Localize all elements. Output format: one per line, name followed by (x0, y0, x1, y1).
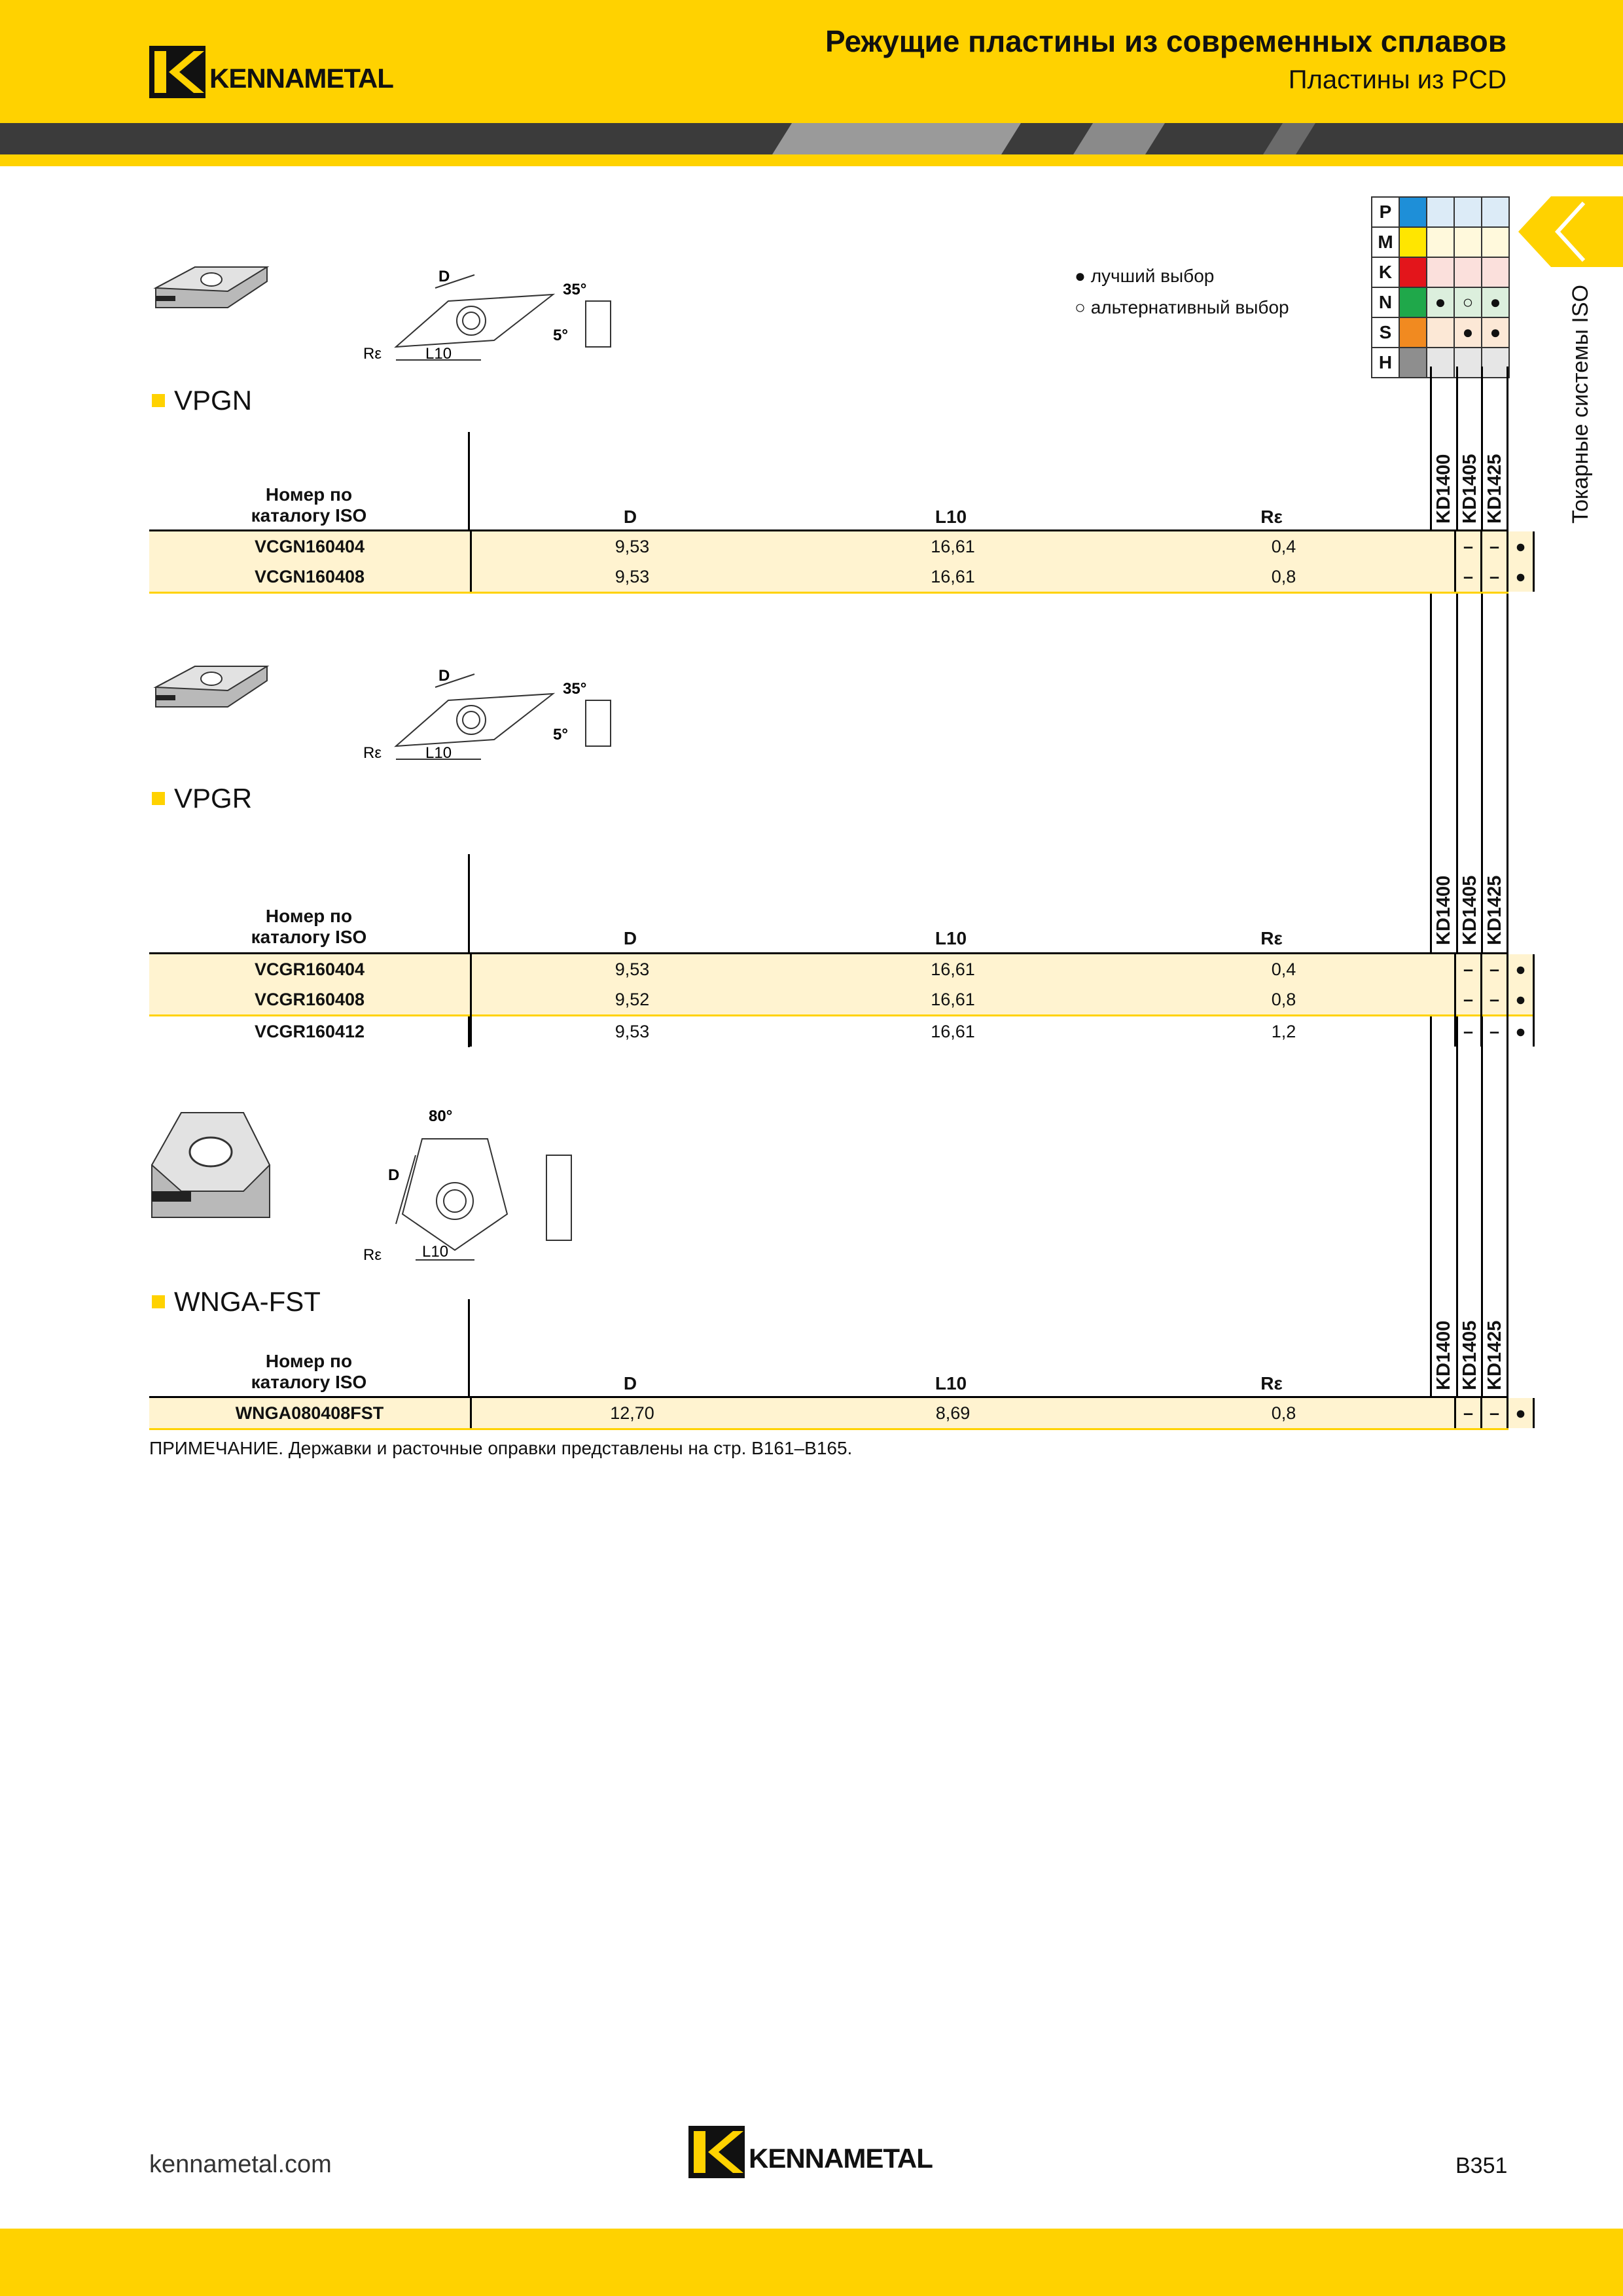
side-tab[interactable] (1551, 196, 1623, 267)
iso-group-row (1372, 317, 1509, 348)
l10-header: L10 (935, 1373, 967, 1393)
catalog-header (149, 484, 469, 526)
iso-group-row (1372, 287, 1509, 317)
iso-group-row (1372, 348, 1509, 378)
re-value: 0,8 (1113, 562, 1455, 592)
vpgn-insert-image (149, 262, 274, 321)
grade-column-rule (1481, 367, 1483, 1428)
angle-5-label: 5° (553, 726, 568, 744)
page-number: B351 (1455, 2153, 1508, 2178)
table-row[interactable] (149, 984, 1534, 1016)
catalog-header-line2: каталогу ISO (251, 505, 367, 526)
iso-group-letter: K (1372, 257, 1399, 287)
table-rule (149, 592, 1508, 594)
table-row[interactable] (149, 954, 1534, 984)
d-value: 9,52 (471, 984, 793, 1016)
grade-kd1425: ● (1508, 1016, 1534, 1047)
d-value: 9,53 (615, 1021, 650, 1041)
footer-band (0, 2229, 1623, 2296)
iso-group-grade-mark (1427, 317, 1454, 348)
iso-group-grade-mark: ● (1482, 287, 1509, 317)
l10-value: 16,61 (793, 562, 1113, 592)
vpgr-insert-image (149, 661, 274, 720)
grade-label: KD1425 (1484, 454, 1505, 524)
wnga-table (149, 1398, 1535, 1428)
grade-kd1425: ● (1508, 984, 1534, 1016)
section-title-text: VPGR (174, 783, 253, 814)
iso-group-grade-mark (1454, 348, 1482, 378)
catalog-number: VCGN160404 (149, 531, 471, 562)
iso-group-grade-mark: ○ (1454, 287, 1482, 317)
section-title (152, 1286, 321, 1318)
grade-column-rule (1507, 367, 1508, 1428)
iso-group-grade-mark (1454, 227, 1482, 257)
vpgr-table (149, 954, 1535, 1047)
grade-label: KD1405 (1459, 1320, 1480, 1390)
re-value: 0,4 (1113, 531, 1455, 562)
grade-label: KD1425 (1484, 875, 1505, 945)
iso-group-grade-mark (1482, 348, 1509, 378)
legend-alternative (1075, 297, 1289, 318)
catalog-header-line1: Номер по (265, 906, 353, 926)
grade-kd1425: ● (1508, 531, 1534, 562)
grade-kd1405: – (1482, 984, 1508, 1016)
yellow-square-icon (152, 1295, 165, 1308)
re-header: Rε (1260, 507, 1283, 527)
iso-group-grade-mark (1454, 257, 1482, 287)
d-label: D (388, 1166, 400, 1184)
footnote: ПРИМЕЧАНИЕ. Державки и расточные оправки представлены на стр. B161–B165. (149, 1438, 853, 1458)
catalog-header-line2: каталогу ISO (251, 1372, 367, 1392)
angle-5-label: 5° (553, 327, 568, 344)
catalog-header (149, 1351, 469, 1393)
l10-value: 16,61 (793, 954, 1113, 984)
table-row[interactable] (149, 531, 1534, 562)
iso-material-groups (1371, 196, 1510, 378)
iso-group-row (1372, 257, 1509, 287)
iso-group-color-swatch (1399, 227, 1427, 257)
grade-kd1400: – (1455, 1016, 1482, 1047)
vpgn-table (149, 531, 1535, 592)
iso-group-color-swatch (1399, 348, 1427, 378)
re-value: 1,2 (1271, 1021, 1296, 1041)
iso-group-row (1372, 197, 1509, 227)
grade-kd1425: ● (1508, 954, 1534, 984)
grade-kd1405: – (1482, 1398, 1508, 1428)
footer-website-link[interactable]: kennametal.com (149, 2151, 332, 2178)
iso-group-color-swatch (1399, 287, 1427, 317)
wnga-dimension-drawing (357, 1103, 592, 1266)
iso-group-grade-mark (1482, 197, 1509, 227)
grade-kd1405: – (1482, 954, 1508, 984)
side-section-label: Токарные системы ISO (1568, 285, 1593, 524)
re-header: Rε (1260, 928, 1283, 948)
vpgn-dimension-drawing (357, 262, 618, 373)
grade-kd1405: – (1482, 531, 1508, 562)
best-symbol: ● (1075, 266, 1086, 286)
d-value: 12,70 (471, 1398, 793, 1428)
re-label: Rε (363, 345, 382, 363)
d-value: 9,53 (471, 954, 793, 984)
catalog-number: VCGR160404 (149, 954, 471, 984)
section-title-text: VPGN (174, 385, 253, 416)
footer-kennametal-logo[interactable] (688, 2126, 963, 2178)
iso-group-color-swatch (1399, 197, 1427, 227)
header-stripe (0, 123, 1623, 154)
catalog-number: WNGA080408FST (149, 1398, 471, 1428)
d-header: D (623, 1373, 637, 1393)
table-row[interactable] (149, 1016, 1534, 1047)
section-title (152, 783, 252, 814)
catalog-header-line2: каталогу ISO (251, 927, 367, 947)
section-title-text: WNGA-FST (174, 1286, 321, 1317)
catalog-header-line1: Номер по (265, 1351, 353, 1371)
chevron-left-icon (1518, 196, 1590, 267)
grade-column-rule (1456, 367, 1458, 1428)
grade-kd1405: – (1482, 562, 1508, 592)
re-value: 0,8 (1113, 1398, 1455, 1428)
iso-group-grade-mark: ● (1427, 287, 1454, 317)
header-yellow-rule (0, 154, 1623, 166)
re-value: 0,4 (1113, 954, 1455, 984)
vpgr-dimension-drawing (357, 661, 618, 772)
catalog-number: VCGN160408 (149, 562, 471, 592)
wnga-insert-image (145, 1106, 276, 1224)
re-header: Rε (1260, 1373, 1283, 1393)
d-label: D (438, 667, 450, 685)
d-header: D (623, 507, 637, 527)
grade-kd1400: – (1455, 531, 1482, 562)
grade-kd1425: ● (1508, 562, 1534, 592)
l10-value: 8,69 (793, 1398, 1113, 1428)
logo-wordmark: KENNAMETAL (209, 63, 393, 94)
grade-kd1400: – (1455, 1398, 1482, 1428)
grade-kd1425: ● (1508, 1398, 1534, 1428)
legend-best (1075, 266, 1214, 287)
re-label: Rε (363, 1246, 382, 1264)
grade-label: KD1425 (1484, 1320, 1505, 1390)
iso-group-letter: M (1372, 227, 1399, 257)
page-subtitle: Пластины из PCD (1288, 65, 1507, 94)
l10-label: L10 (422, 1243, 449, 1261)
l10-header: L10 (935, 928, 967, 948)
grade-label: KD1405 (1459, 454, 1480, 524)
grade-label: KD1400 (1433, 1320, 1454, 1390)
iso-group-grade-mark (1427, 227, 1454, 257)
grade-kd1405: – (1482, 1016, 1508, 1047)
re-value: 0,8 (1113, 984, 1455, 1016)
table-row[interactable] (149, 1398, 1534, 1428)
d-value: 9,53 (471, 562, 793, 592)
iso-group-grade-mark (1427, 257, 1454, 287)
iso-group-letter: H (1372, 348, 1399, 378)
grade-label: KD1400 (1433, 875, 1454, 945)
iso-group-grade-mark: ● (1482, 317, 1509, 348)
page-title: Режущие пластины из современных сплавов (825, 24, 1507, 58)
angle-80-label: 80° (429, 1107, 453, 1125)
table-rule (149, 1428, 1508, 1430)
angle-35-label: 35° (563, 281, 587, 298)
l10-label: L10 (425, 345, 452, 363)
l10-value: 16,61 (931, 1021, 975, 1041)
legend-best-label: лучший выбор (1090, 266, 1215, 286)
iso-group-color-swatch (1399, 257, 1427, 287)
d-label: D (438, 268, 450, 285)
l10-label: L10 (425, 744, 452, 762)
iso-group-grade-mark (1427, 197, 1454, 227)
grade-kd1400: – (1455, 562, 1482, 592)
angle-35-label: 35° (563, 680, 587, 698)
grade-label: KD1405 (1459, 875, 1480, 945)
iso-group-letter: N (1372, 287, 1399, 317)
iso-group-letter: S (1372, 317, 1399, 348)
grade-label: KD1400 (1433, 454, 1454, 524)
kennametal-k-icon (688, 2126, 745, 2178)
yellow-square-icon (152, 394, 165, 407)
l10-header: L10 (935, 507, 967, 527)
l10-value: 16,61 (793, 984, 1113, 1016)
kennametal-k-icon (149, 46, 205, 98)
iso-group-letter: P (1372, 197, 1399, 227)
iso-group-grade-mark (1454, 197, 1482, 227)
logo-wordmark: KENNAMETAL (749, 2143, 933, 2174)
re-label: Rε (363, 744, 382, 762)
section-title (152, 385, 252, 416)
catalog-number: VCGR160408 (149, 984, 471, 1016)
catalog-header (149, 906, 469, 948)
iso-group-grade-mark: ● (1454, 317, 1482, 348)
legend-alternative-label: альтернативный выбор (1090, 297, 1289, 317)
iso-group-grade-mark (1482, 227, 1509, 257)
iso-group-grade-mark (1482, 257, 1509, 287)
iso-group-row (1372, 227, 1509, 257)
catalog-number: VCGR160412 (149, 1016, 471, 1047)
catalog-header-line1: Номер по (265, 484, 353, 505)
d-value: 9,53 (471, 531, 793, 562)
l10-value: 16,61 (793, 531, 1113, 562)
grade-kd1400: – (1455, 954, 1482, 984)
yellow-square-icon (152, 792, 165, 805)
grade-kd1400: – (1455, 984, 1482, 1016)
kennametal-logo[interactable] (149, 46, 424, 98)
table-row[interactable] (149, 562, 1534, 592)
d-header: D (623, 928, 637, 948)
iso-group-color-swatch (1399, 317, 1427, 348)
alternative-symbol: ○ (1075, 297, 1086, 317)
